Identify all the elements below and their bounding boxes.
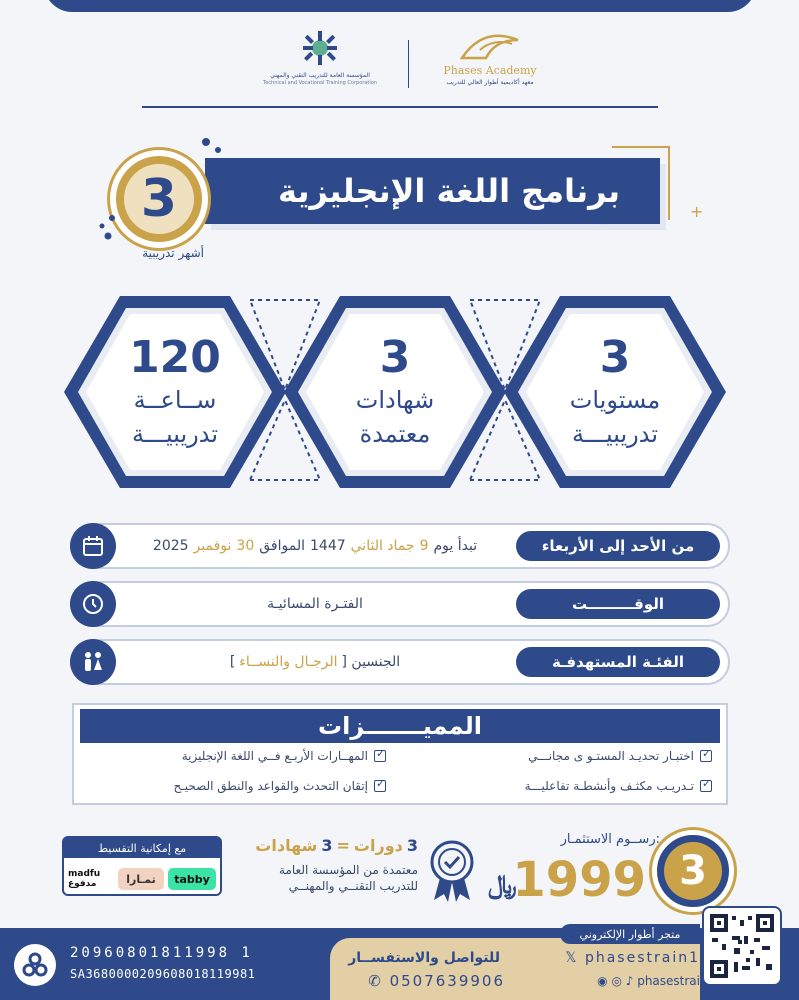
schedule-row xyxy=(70,523,730,569)
start-day: 9 xyxy=(419,538,429,554)
deal-count-a: 3 xyxy=(406,836,418,855)
check-icon xyxy=(374,750,386,762)
tamara-logo: تمـارا xyxy=(118,868,164,890)
installments-title: مع إمكانية التقسيط xyxy=(64,838,220,858)
phases-academy-logo xyxy=(430,28,550,100)
bank-iban: SA3680000209608018119981 xyxy=(70,967,256,981)
social-icons: ◉ ◎ ♪ xyxy=(597,974,638,988)
qr-code-icon xyxy=(710,914,774,978)
tvtc-name-ar: المؤسسة العامة للتدريب التقني والمهني xyxy=(270,72,370,79)
start-mid: الموافق xyxy=(259,538,305,554)
months-label: أشهر تدريبية xyxy=(142,246,204,260)
deal-summary xyxy=(228,836,418,855)
features-box xyxy=(72,703,728,805)
stat-number: 3 xyxy=(379,332,411,383)
start-hijri-year: 1447 xyxy=(310,538,346,554)
stat-line1: ســاعــة xyxy=(133,386,217,414)
store-qr-code[interactable] xyxy=(702,906,782,986)
bird-logo-icon xyxy=(458,28,522,66)
check-icon xyxy=(700,750,712,762)
clock-icon xyxy=(70,581,116,627)
bank-account-number: 20960801811998 1 xyxy=(70,945,253,961)
stat-number: 120 xyxy=(129,332,221,383)
program-title: برنامج اللغة الإنجليزية xyxy=(205,158,660,224)
start-hijri-month: جماد الثاني xyxy=(350,538,415,554)
audience-row xyxy=(70,639,730,685)
calendar-icon xyxy=(70,523,116,569)
time-row xyxy=(70,581,730,627)
start-greg-day: 30 xyxy=(236,538,255,554)
deal-text-b: شهادات xyxy=(255,836,318,855)
splash-right-icon xyxy=(198,134,226,160)
audience-highlight: الرجـال والنســاء xyxy=(239,654,338,670)
audience-value xyxy=(122,641,508,683)
schedule-label: من الأحد إلى الأربعاء xyxy=(516,531,720,561)
store-label: متجر أطوار الإلكتروني xyxy=(560,924,700,944)
tvtc-logo xyxy=(250,30,390,96)
start-greg-year: 2025 xyxy=(152,538,189,554)
stat-line2: تدريبيـــة xyxy=(572,420,658,448)
academy-name-en: Phases Academy xyxy=(443,64,537,77)
deal-accreditation: معتمدة من المؤسسة العامة للتدريب التقنــي والمهنــي xyxy=(279,863,418,893)
academy-name-ar: معهد أكاديمية أطوار العالي للتدريب xyxy=(446,79,534,86)
feature-item: ✓ إتقان التحدث والقواعد والنطق الصحيـح xyxy=(173,779,386,793)
stat-number: 3 xyxy=(599,332,631,383)
splash-left-icon xyxy=(92,212,120,242)
stat-hexagon-hours xyxy=(60,292,290,492)
certificate-medal-icon xyxy=(426,838,478,904)
audience-prefix: الجنسين [ xyxy=(341,654,401,670)
people-icon xyxy=(70,639,116,685)
bank-logo-icon xyxy=(14,944,56,986)
madfu-logo: madfu مدفوع xyxy=(68,868,116,890)
stat-hexagon-levels xyxy=(500,292,730,492)
top-banner xyxy=(44,0,756,12)
feature-item: ✓ المهــارات الأربـع فــي اللغة الإنجليزية xyxy=(182,749,386,763)
features-title: المميـــــــزات xyxy=(80,709,720,743)
price-badge xyxy=(652,830,734,912)
whatsapp-icon: ✆ xyxy=(368,972,390,990)
tvtc-name-en: Technical and Vocational Training Corporation xyxy=(263,80,377,86)
stat-hexagon-certificates xyxy=(280,292,510,492)
audience-suffix: ] xyxy=(229,654,236,670)
price-amount: 1999 xyxy=(512,852,646,908)
time-value: الفتـرة المسائيـة xyxy=(267,596,363,612)
deal-count-b: 3 xyxy=(321,836,333,855)
price-badge-number: 3 xyxy=(664,842,722,900)
audience-label: الفئـة المستهدفـة xyxy=(516,647,720,677)
social-handle-multi[interactable]: ◉ ◎ ♪ phasestrai xyxy=(597,974,700,988)
header-divider xyxy=(142,106,658,108)
price-label: رســوم الاستثمـار: xyxy=(560,832,660,847)
start-greg-month: نوفمبر xyxy=(193,538,232,554)
plus-decoration-icon: + xyxy=(690,202,704,221)
x-icon: 𝕏 xyxy=(565,950,585,966)
tabby-logo: tabby xyxy=(168,868,216,890)
check-icon xyxy=(374,780,386,792)
stat-line2: معتمدة xyxy=(359,420,431,448)
months-number: 3 xyxy=(124,164,194,234)
deal-text-a: دورات xyxy=(353,836,403,855)
phone-number[interactable]: ✆ 0507639906 xyxy=(368,972,505,990)
stat-line2: تدريبيـــة xyxy=(132,420,218,448)
schedule-value xyxy=(122,525,508,567)
check-icon xyxy=(700,780,712,792)
tvtc-emblem-icon xyxy=(302,30,338,66)
stat-line1: مستويات xyxy=(569,386,661,414)
feature-item: ✓ تـدريـب مكثـف وأنشطـة تفاعليـــة xyxy=(525,779,712,793)
logo-divider xyxy=(408,40,409,88)
deal-equals: = xyxy=(336,836,350,855)
months-badge xyxy=(110,150,208,248)
feature-item: ✓ اختبـار تحديـد المستـو ى مجانـــي xyxy=(528,749,712,763)
installments-box xyxy=(62,836,222,896)
footer-contact-panel xyxy=(330,938,700,1000)
riyal-currency-icon: ﷼ xyxy=(488,870,517,900)
contact-label: للتواصل والاستفســار xyxy=(348,950,500,966)
social-handle-x[interactable]: 𝕏 phasestrain1 xyxy=(565,950,700,966)
time-label: الوقـــــــــت xyxy=(516,589,720,619)
stat-line1: شهادات xyxy=(355,386,435,414)
start-prefix: تبدأ يوم xyxy=(433,538,478,554)
